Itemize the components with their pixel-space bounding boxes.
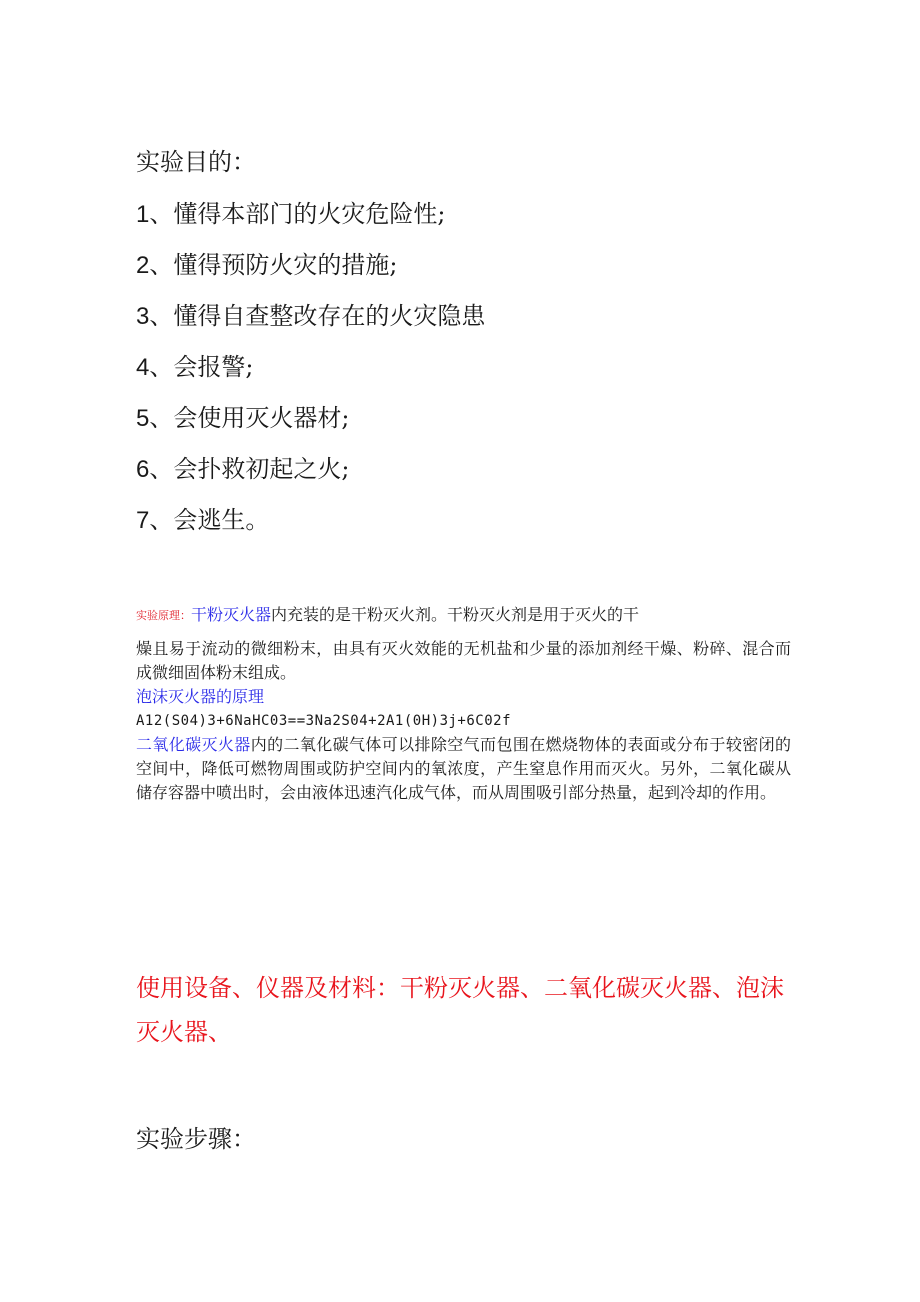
foam-heading: 泡沫灭火器的原理 — [136, 687, 265, 706]
goals-list — [136, 196, 485, 553]
goal-item-7 — [136, 502, 485, 553]
materials-text: 使用设备、仪器及材料：干粉灭火器、二氧化碳灭火器、泡沫灭火器、 — [136, 974, 784, 1046]
goal-item-5 — [136, 400, 485, 451]
goal-number: 6 — [136, 456, 150, 483]
steps-heading: 实验步骤： — [136, 1125, 256, 1153]
goal-number: 3 — [136, 303, 150, 330]
co2-paragraph — [136, 733, 791, 805]
goal-text: 、会扑救初起之火; — [149, 455, 350, 483]
goal-text: 、懂得预防火灾的措施; — [149, 251, 398, 279]
principle-first-line — [136, 602, 791, 629]
goal-item-2 — [136, 247, 485, 298]
goal-item-3 — [136, 298, 485, 349]
goals-heading: 实验目的： — [136, 148, 256, 176]
goal-item-4 — [136, 349, 485, 400]
goal-number: 4 — [136, 354, 150, 381]
goal-item-1 — [136, 196, 485, 247]
goal-item-6 — [136, 451, 485, 502]
chemical-formula: A12(S04)3+6NaHC03==3Na2S04+2A1(0H)3j+6C02f — [136, 713, 512, 729]
dry-powder-description: 燥且易于流动的微细粉末，由具有灭火效能的无机盐和少量的添加剂经干燥、粉碎、混合而成微细固体粉末组成。 — [136, 639, 791, 682]
co2-term: 二氧化碳灭火器 — [136, 735, 251, 754]
goal-number: 2 — [136, 252, 150, 279]
goal-number: 7 — [136, 507, 150, 534]
goal-text: 、会使用灭火器材; — [149, 404, 350, 432]
goal-text: 、会报警; — [149, 353, 254, 381]
goal-number: 1 — [136, 201, 150, 228]
dry-powder-line1: 内充装的是干粉灭火剂。干粉灭火剂是用于灭火的干 — [271, 605, 640, 624]
goal-text: 、懂得本部门的火灾危险性; — [149, 200, 446, 228]
goal-text: 、懂得自查整改存在的火灾隐患 — [149, 302, 486, 330]
dry-powder-term: 干粉灭火器 — [191, 605, 272, 624]
co2-description: 内的二氧化碳气体可以排除空气而包围在燃烧物体的表面或分布于较密闭的空间中，降低可燃物周围或防护空间内的氧浓度，产生窒息作用而灭火。另外，二氧化碳从储存容器中喷出时，会由液体迅速汽化成气体，而从周围吸引部分热量，起到冷却的作用。 — [136, 735, 791, 802]
principle-section — [136, 602, 791, 805]
principle-label: 实验原理： — [136, 609, 191, 622]
goal-text: 、会逃生。 — [149, 506, 270, 534]
goal-number: 5 — [136, 405, 150, 432]
